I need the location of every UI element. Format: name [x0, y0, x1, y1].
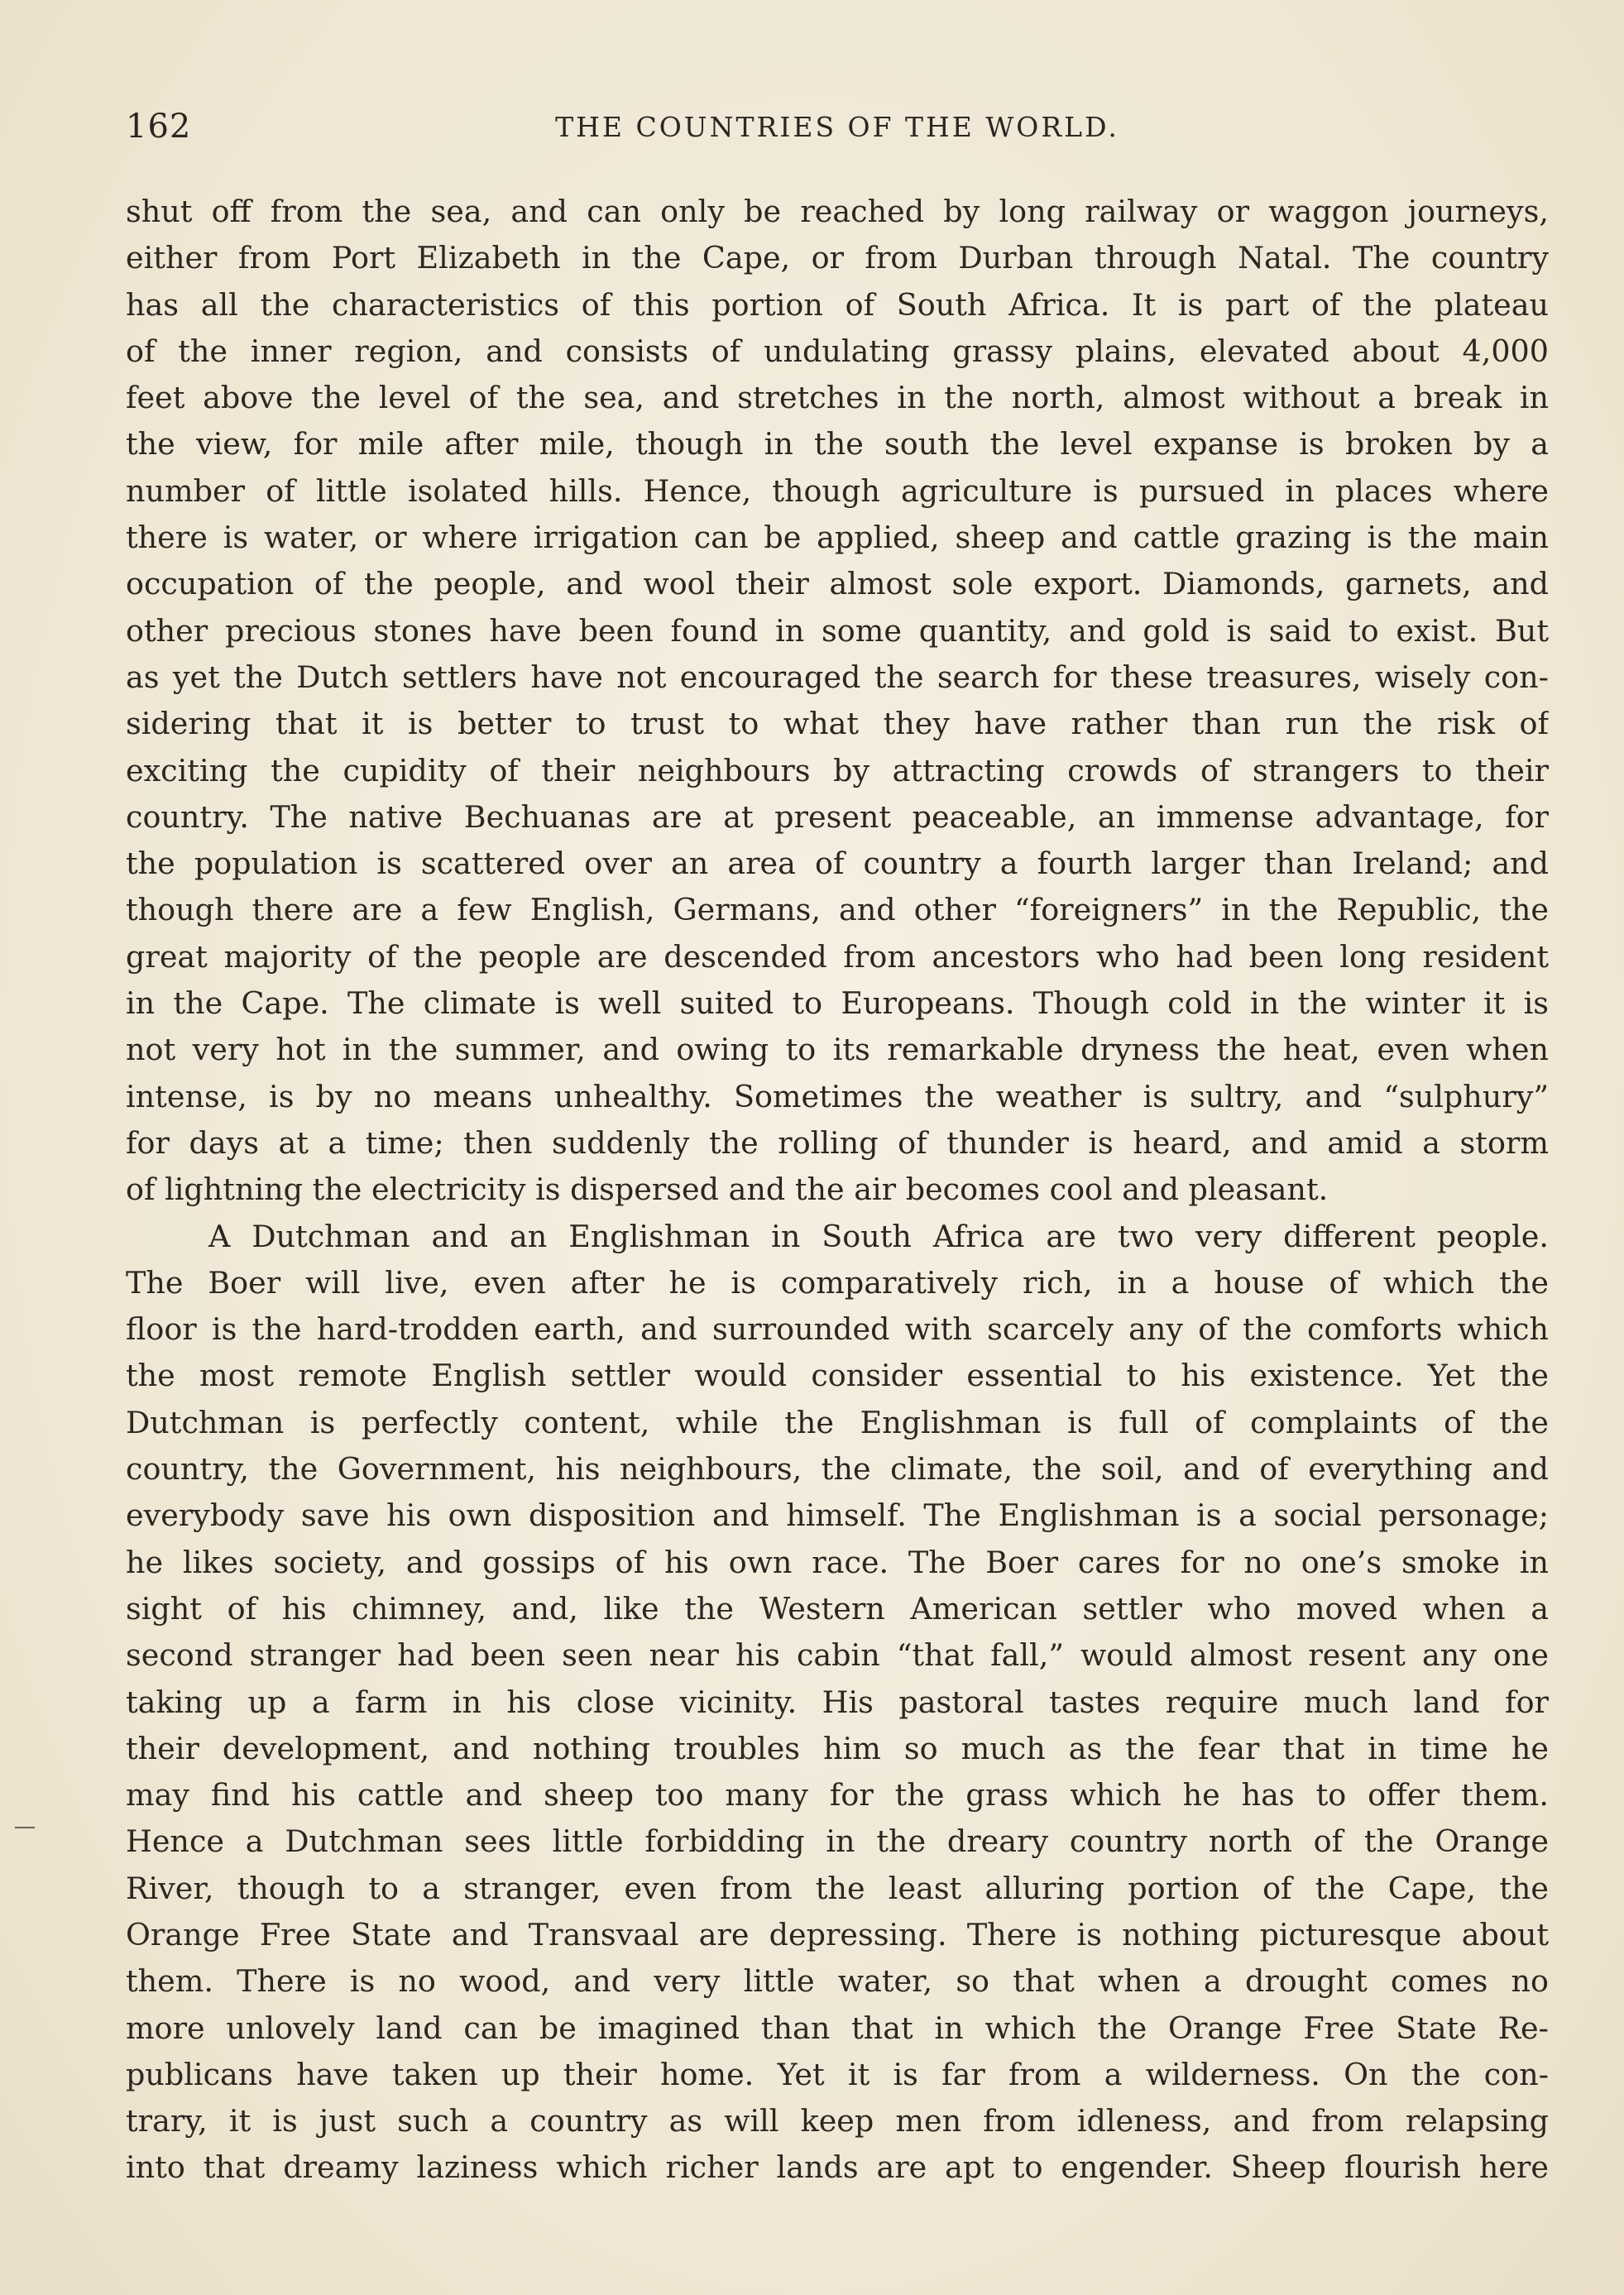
text-line: more unlovely land can be imagined than that in which the Orange Free State Re-	[126, 2010, 1549, 2046]
text-line: them. There is no wood, and very little water, so that when a drought comes no	[126, 1963, 1549, 2000]
text-line: publicans have taken up their home. Yet it is far from a wilderness. On the con-	[126, 2056, 1549, 2092]
text-line: great majority of the people are descended from ancestors who had been long resident	[126, 938, 1549, 975]
text-line: sidering that it is better to trust to what they have rather than run the risk of	[126, 706, 1549, 742]
text-line: Orange Free State and Transvaal are depressing. There is nothing picturesque about	[126, 1916, 1549, 1952]
text-line: though there are a few English, Germans, and other “foreigners” in the Republic, the	[126, 892, 1549, 928]
text-line: has all the characteristics of this portion of South Africa. It is part of the plateau	[126, 286, 1549, 323]
text-line: their development, and nothing troubles him so much as the fear that in time he	[126, 1730, 1549, 1766]
text-line: the population is scattered over an area of country a fourth larger than Ireland; and	[126, 846, 1549, 882]
text-line: The Boer will live, even after he is comparatively rich, in a house of which the	[126, 1264, 1549, 1301]
margin-mark	[15, 1827, 35, 1828]
text-line: occupation of the people, and wool their almost sole export. Diamonds, garnets, and	[126, 566, 1549, 602]
text-line: country. The native Bechuanas are at present peaceable, an immense advantage, for	[126, 798, 1549, 835]
text-line: may find his cattle and sheep too many for the grass which he has to offer them.	[126, 1777, 1549, 1813]
text-line: sight of his chimney, and, like the Western American settler who moved when a	[126, 1590, 1549, 1627]
text-line: of lightning the electricity is dispersed and the air becomes cool and pleasant.	[126, 1171, 1329, 1208]
page-header	[126, 108, 1549, 157]
text-line: other precious stones have been found in some quantity, and gold is said to exist. But	[126, 612, 1549, 649]
page-number: 162	[126, 108, 192, 146]
paragraph	[126, 1214, 1549, 2192]
text-line: there is water, or where irrigation can be applied, sheep and cattle grazing is the main	[126, 520, 1549, 556]
text-line: trary, it is just such a country as will keep men from idleness, and from relapsing	[126, 2103, 1549, 2139]
running-head: THE COUNTRIES OF THE WORLD.	[555, 111, 1119, 143]
text-line: as yet the Dutch settlers have not encouraged the search for these treasures, wisely con-	[126, 659, 1549, 695]
text-line: the most remote English settler would consider essential to his existence. Yet the	[126, 1358, 1549, 1394]
text-line: River, though to a stranger, even from the least alluring portion of the Cape, the	[126, 1870, 1549, 1906]
text-line: Dutchman is perfectly content, while the Englishman is full of complaints of the	[126, 1404, 1549, 1440]
text-line: floor is the hard-trodden earth, and surrounded with scarcely any of the comforts which	[126, 1311, 1549, 1348]
text-line: the view, for mile after mile, though in the south the level expanse is broken by a	[126, 426, 1549, 462]
text-line: A Dutchman and an Englishman in South Africa are two very different people.	[208, 1218, 1549, 1254]
text-line: feet above the level of the sea, and stretches in the north, almost without a break in	[126, 380, 1549, 416]
text-line: Hence a Dutchman sees little forbidding in the dreary country north of the Orange	[126, 1823, 1549, 1860]
paragraph	[126, 189, 1549, 1214]
text-line: shut off from the sea, and can only be reached by long railway or waggon journeys,	[126, 194, 1549, 229]
text-line: he likes society, and gossips of his own race. The Boer cares for no one’s smoke in	[126, 1544, 1549, 1580]
text-line: country, the Government, his neighbours, the climate, the soil, and of everything and	[126, 1451, 1549, 1488]
text-line: in the Cape. The climate is well suited to Europeans. Though cold in the winter it is	[126, 985, 1549, 1022]
text-line: intense, is by no means unhealthy. Sometimes the weather is sultry, and “sulphury”	[126, 1078, 1549, 1114]
text-line: for days at a time; then suddenly the rolling of thunder is heard, and amid a storm	[126, 1124, 1549, 1161]
body-text	[126, 189, 1549, 2192]
text-line: exciting the cupidity of their neighbours by attracting crowds of strangers to their	[126, 752, 1549, 788]
text-line: number of little isolated hills. Hence, though agriculture is pursued in places where	[126, 472, 1549, 509]
text-line: taking up a farm in his close vicinity. His pastoral tastes require much land for	[126, 1684, 1549, 1720]
text-line: either from Port Elizabeth in the Cape, or from Durban through Natal. The country	[126, 240, 1549, 276]
text-line: of the inner region, and consists of undulating grassy plains, elevated about 4,000	[126, 333, 1549, 369]
text-line: into that dreamy laziness which richer lands are apt to engender. Sheep flourish here	[126, 2149, 1549, 2186]
text-line: second stranger had been seen near his cabin “that fall,” would almost resent any one	[126, 1637, 1549, 1674]
text-line: not very hot in the summer, and owing to its remarkable dryness the heat, even when	[126, 1032, 1549, 1068]
text-line: everybody save his own disposition and himself. The Englishman is a social personage;	[126, 1497, 1549, 1534]
